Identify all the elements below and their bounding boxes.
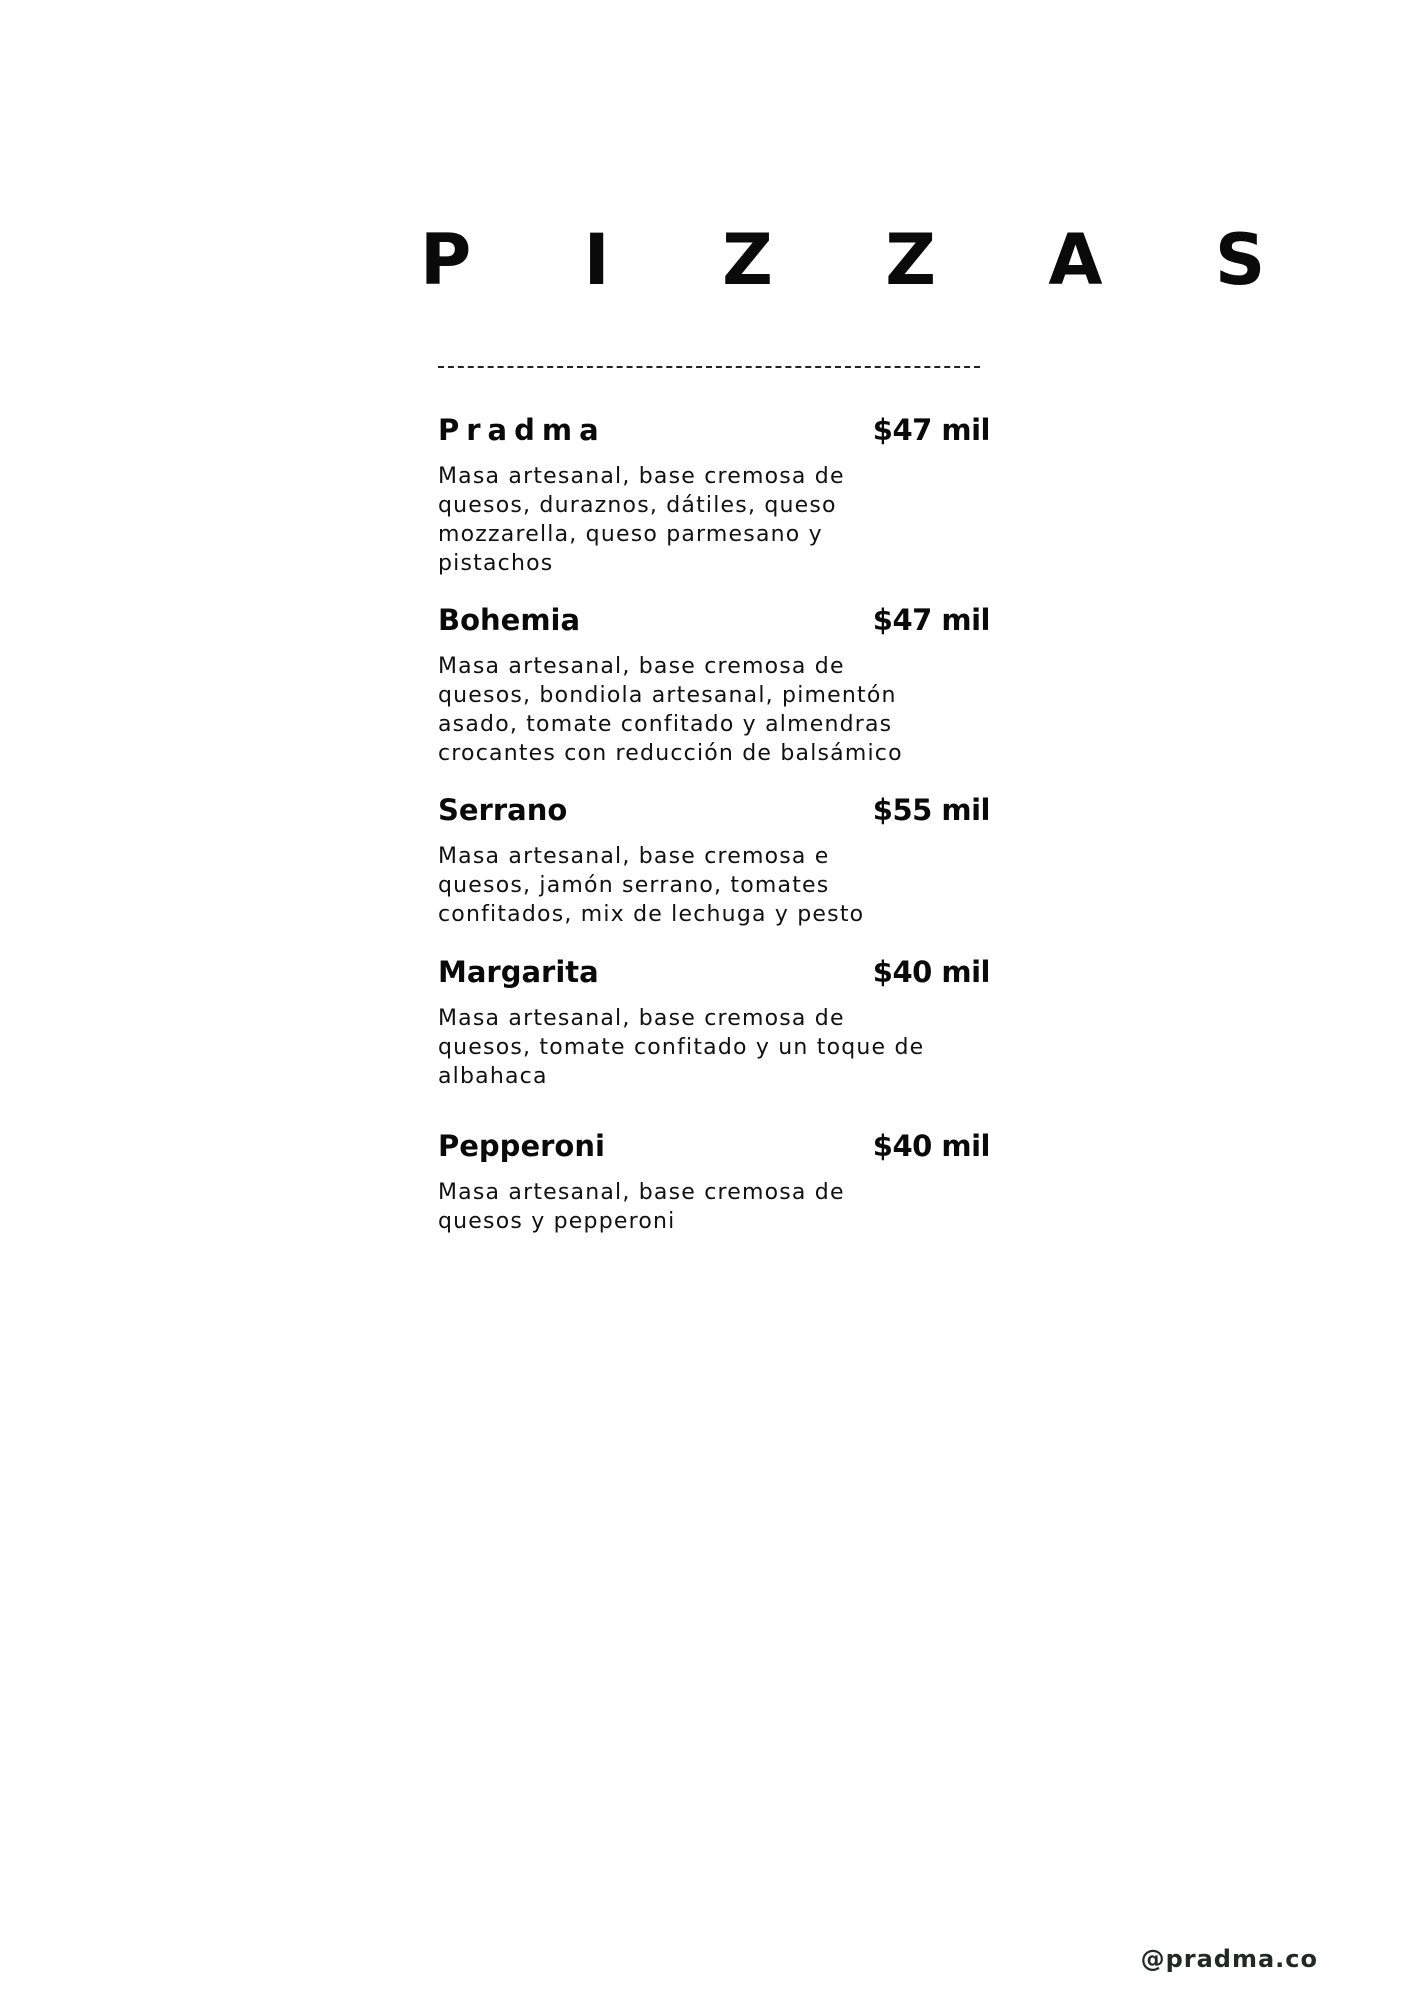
menu-item-description: Masa artesanal, base cremosa e quesos, jamón serrano, tomates confitados, mix de lechuga y pesto — [438, 844, 865, 927]
menu-item-description: Masa artesanal, base cremosa de quesos, bondiola artesanal, pimentón asado, tomate confitado y almendras crocantes con reducción de balsámico — [438, 654, 903, 766]
menu-item-name: Pepperoni — [438, 1129, 605, 1163]
menu-item-name: Margarita — [438, 955, 599, 989]
menu-title: P I Z Z A S — [420, 219, 1310, 301]
dashed-divider — [438, 366, 980, 368]
menu-item-name: Bohemia — [438, 603, 581, 637]
menu-item-description: Masa artesanal, base cremosa de quesos, tomate confitado y un toque de albahaca — [438, 1006, 925, 1089]
social-handle: @pradma.co — [1140, 1945, 1318, 1973]
menu-item-price: $40 mil — [872, 1129, 990, 1163]
menu-item-name: Serrano — [438, 793, 568, 827]
menu-item-price: $47 mil — [872, 603, 990, 637]
menu-item-name: Pradma — [438, 413, 606, 447]
menu-item-description: Masa artesanal, base cremosa de quesos, duraznos, dátiles, queso mozzarella, queso parmesano y pistachos — [438, 464, 845, 576]
menu-item-price: $55 mil — [872, 793, 990, 827]
menu-item-price: $47 mil — [872, 413, 990, 447]
menu-item-description: Masa artesanal, base cremosa de quesos y pepperoni — [438, 1180, 845, 1234]
menu-item-price: $40 mil — [872, 955, 990, 989]
